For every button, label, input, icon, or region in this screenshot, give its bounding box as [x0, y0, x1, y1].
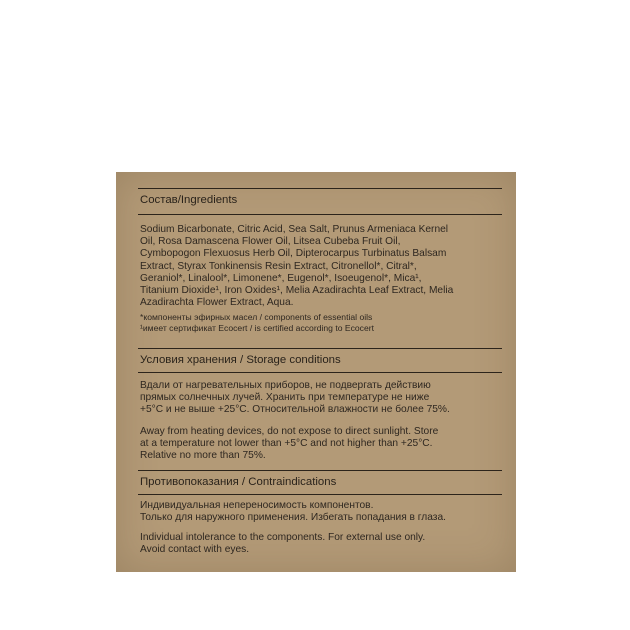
storage-en-line: Away from heating devices, do not expose to direct sunlight. Store: [140, 426, 439, 437]
storage-heading: Условия хранения / Storage conditions: [140, 354, 341, 366]
storage-en-line: Relative no more than 75%.: [140, 450, 266, 462]
ingredients-line: Sodium Bicarbonate, Citric Acid, Sea Salt, Prunus Armeniaca Kernel: [140, 224, 449, 235]
divider-contra-top: [138, 470, 502, 471]
ingredients-list: [140, 224, 508, 309]
divider-storage: [138, 372, 502, 373]
divider-storage-top: [138, 348, 502, 349]
storage-ru-line: +5°С и не выше +25°С. Относительной влажности не более 75%.: [140, 404, 450, 416]
ingredients-heading: Состав/Ingredients: [140, 194, 238, 206]
storage-ru: [140, 380, 508, 417]
storage-en-line: at a temperature not lower than +5°C and not higher than +25°C.: [140, 438, 433, 450]
contra-en-line: Avoid contact with eyes.: [140, 544, 250, 556]
essential-oils-note: *компоненты эфирных масел / components of essential oils: [140, 312, 373, 322]
contraindications-heading: Противопоказания / Contraindications: [140, 476, 337, 488]
contra-ru-line: Индивидуальная непереносимость компонентов.: [140, 500, 374, 511]
ingredients-line: Azadirachta Flower Extract, Aqua.: [140, 297, 294, 309]
ingredients-line: Extract, Styrax Tonkinensis Resin Extract, Citronellol*, Citral*,: [140, 260, 417, 272]
ingredients-line: Cymbopogon Flexuosus Herb Oil, Dipterocarpus Turbinatus Balsam: [140, 248, 447, 260]
contra-en-line: Individual intolerance to the components. For external use only.: [140, 532, 426, 543]
divider-contra: [138, 494, 502, 495]
ingredients-line: Titanium Dioxide¹, Iron Oxides¹, Melia Azadirachta Leaf Extract, Melia: [140, 285, 454, 297]
storage-ru-line: прямых солнечных лучей. Хранить при температуре не ниже: [140, 392, 430, 404]
storage-en: [140, 426, 508, 463]
ingredients-notes: [140, 312, 508, 335]
ingredients-line: Oil, Rosa Damascena Flower Oil, Litsea Cubeba Fruit Oil,: [140, 236, 401, 248]
contraindications-ru: [140, 500, 508, 524]
ecocert-note: ¹имеет сертификат Ecocert / is certified according to Ecocert: [140, 323, 375, 334]
storage-ru-line: Вдали от нагревательных приборов, не подвергать действию: [140, 380, 431, 391]
ingredients-line: Geraniol*, Linalool*, Limonene*, Eugenol*, Isoeugenol*, Mica¹,: [140, 272, 422, 284]
contraindications-en: [140, 532, 508, 556]
product-box-back-label: [116, 172, 516, 572]
divider-ingredients: [138, 214, 502, 215]
contra-ru-line: Только для наружного применения. Избегать попадания в глаза.: [140, 512, 446, 524]
divider-top: [138, 188, 502, 189]
